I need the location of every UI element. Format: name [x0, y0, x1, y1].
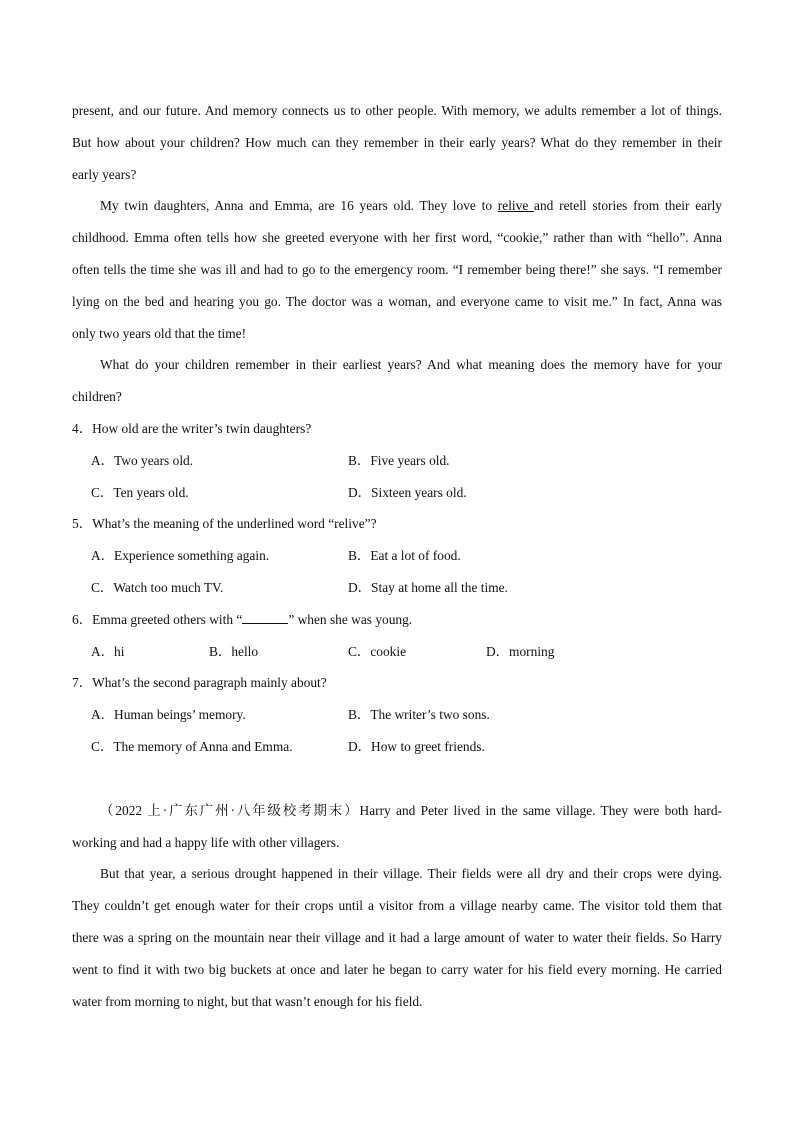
question-stem: 4．How old are the writer’s twin daughters? [72, 420, 312, 436]
option-row [72, 572, 722, 604]
text-line: present, and our future. And memory connects us to other people. With memory, we adults remember a lot of things. [72, 103, 722, 118]
option-a[interactable]: A．hi [91, 643, 125, 659]
option-row [72, 540, 722, 572]
section-gap [72, 763, 722, 795]
text-line: there was a spring on the mountain near their village and it had a large amount of water to water their fields. So Harry [72, 929, 722, 945]
option-d[interactable]: D．morning [486, 643, 555, 659]
text-line: only two years old that the time! [72, 325, 247, 341]
text-segment: My twin daughters, Anna and Emma, are 16 years old. They love to [100, 198, 498, 214]
text-line [72, 190, 722, 222]
option-d[interactable]: D．Sixteen years old. [348, 484, 467, 500]
option-a[interactable]: A．Two years old. [91, 452, 194, 468]
passage-1-paragraph-0 [72, 95, 722, 190]
question-7 [72, 667, 722, 762]
passage-1-paragraph-2 [72, 349, 722, 413]
answer-blank [242, 611, 288, 624]
option-row [72, 445, 722, 477]
text-line: lying on the bed and hearing you go. The doctor was a woman, and everyone came to visit me.” In fact, Anna was [72, 293, 722, 309]
option-b[interactable]: B．hello [209, 643, 259, 659]
option-a[interactable]: A．Experience something again. [91, 548, 270, 564]
option-c[interactable]: C．Ten years old. [91, 484, 189, 500]
option-c[interactable]: C．cookie [348, 643, 407, 659]
option-b[interactable]: B．Eat a lot of food. [348, 548, 461, 564]
question-stem [72, 604, 722, 636]
question-5 [72, 508, 722, 603]
question-stem: 7．What’s the second paragraph mainly about? [72, 675, 327, 691]
text-line: early years? [72, 166, 137, 182]
option-d[interactable]: D．How to greet friends. [348, 738, 485, 754]
question-4 [72, 413, 722, 508]
text-line: But how about your children? How much can they remember in their early years? What do they remember in their [72, 134, 722, 150]
passage-2-paragraph-0 [72, 795, 722, 859]
text-line: children? [72, 389, 122, 405]
text-line: They couldn’t get enough water for their crops until a visitor from a village nearby came. The visitor told them that [72, 898, 722, 914]
text-line: childhood. Emma often tells how she greeted everyone with her first word, “cookie,” rather than with “hello”. Anna [72, 230, 722, 246]
option-b[interactable]: B．The writer’s two sons. [348, 707, 490, 723]
option-d[interactable]: D．Stay at home all the time. [348, 579, 508, 595]
option-row [72, 731, 722, 763]
option-row [72, 477, 722, 509]
stem-text: ” when she was young. [288, 611, 413, 627]
option-row [72, 699, 722, 731]
text-line: But that year, a serious drought happened in their village. Their fields were all dry and their crops were dying. [100, 866, 722, 882]
text-line: working and had a happy life with other villagers. [72, 834, 340, 850]
option-c[interactable]: C．The memory of Anna and Emma. [91, 738, 293, 754]
passage-1-paragraph-1 [72, 190, 722, 349]
text-line: went to find it with two big buckets at once and later he began to carry water for his field every morning. He carried [72, 961, 722, 977]
content-column [72, 95, 722, 1017]
text-line: What do your children remember in their earliest years? And what meaning does the memory have for your [100, 357, 722, 373]
option-b[interactable]: B．Five years old. [348, 452, 450, 468]
option-a[interactable]: A．Human beings’ memory. [91, 707, 246, 723]
passage-2-paragraph-1 [72, 858, 722, 1017]
underlined-word-relive: relive [497, 198, 535, 214]
text-segment: and retell stories from their early [534, 198, 722, 214]
option-c[interactable]: C．Watch too much TV. [91, 579, 224, 595]
text-line: often tells the time she was ill and had to go to the emergency room. “I remember being there!” she says. “I remember [72, 261, 722, 277]
text-line: water from morning to night, but that wasn’t enough for his field. [72, 993, 423, 1009]
question-6 [72, 604, 722, 668]
question-stem: 5．What’s the meaning of the underlined word “relive”? [72, 516, 377, 532]
option-row [72, 636, 722, 668]
stem-text: 6．Emma greeted others with “ [72, 611, 243, 627]
text-line: （2022 上·广东广州·八年级校考期末）Harry and Peter lived in the same village. They were both hard- [100, 802, 722, 818]
